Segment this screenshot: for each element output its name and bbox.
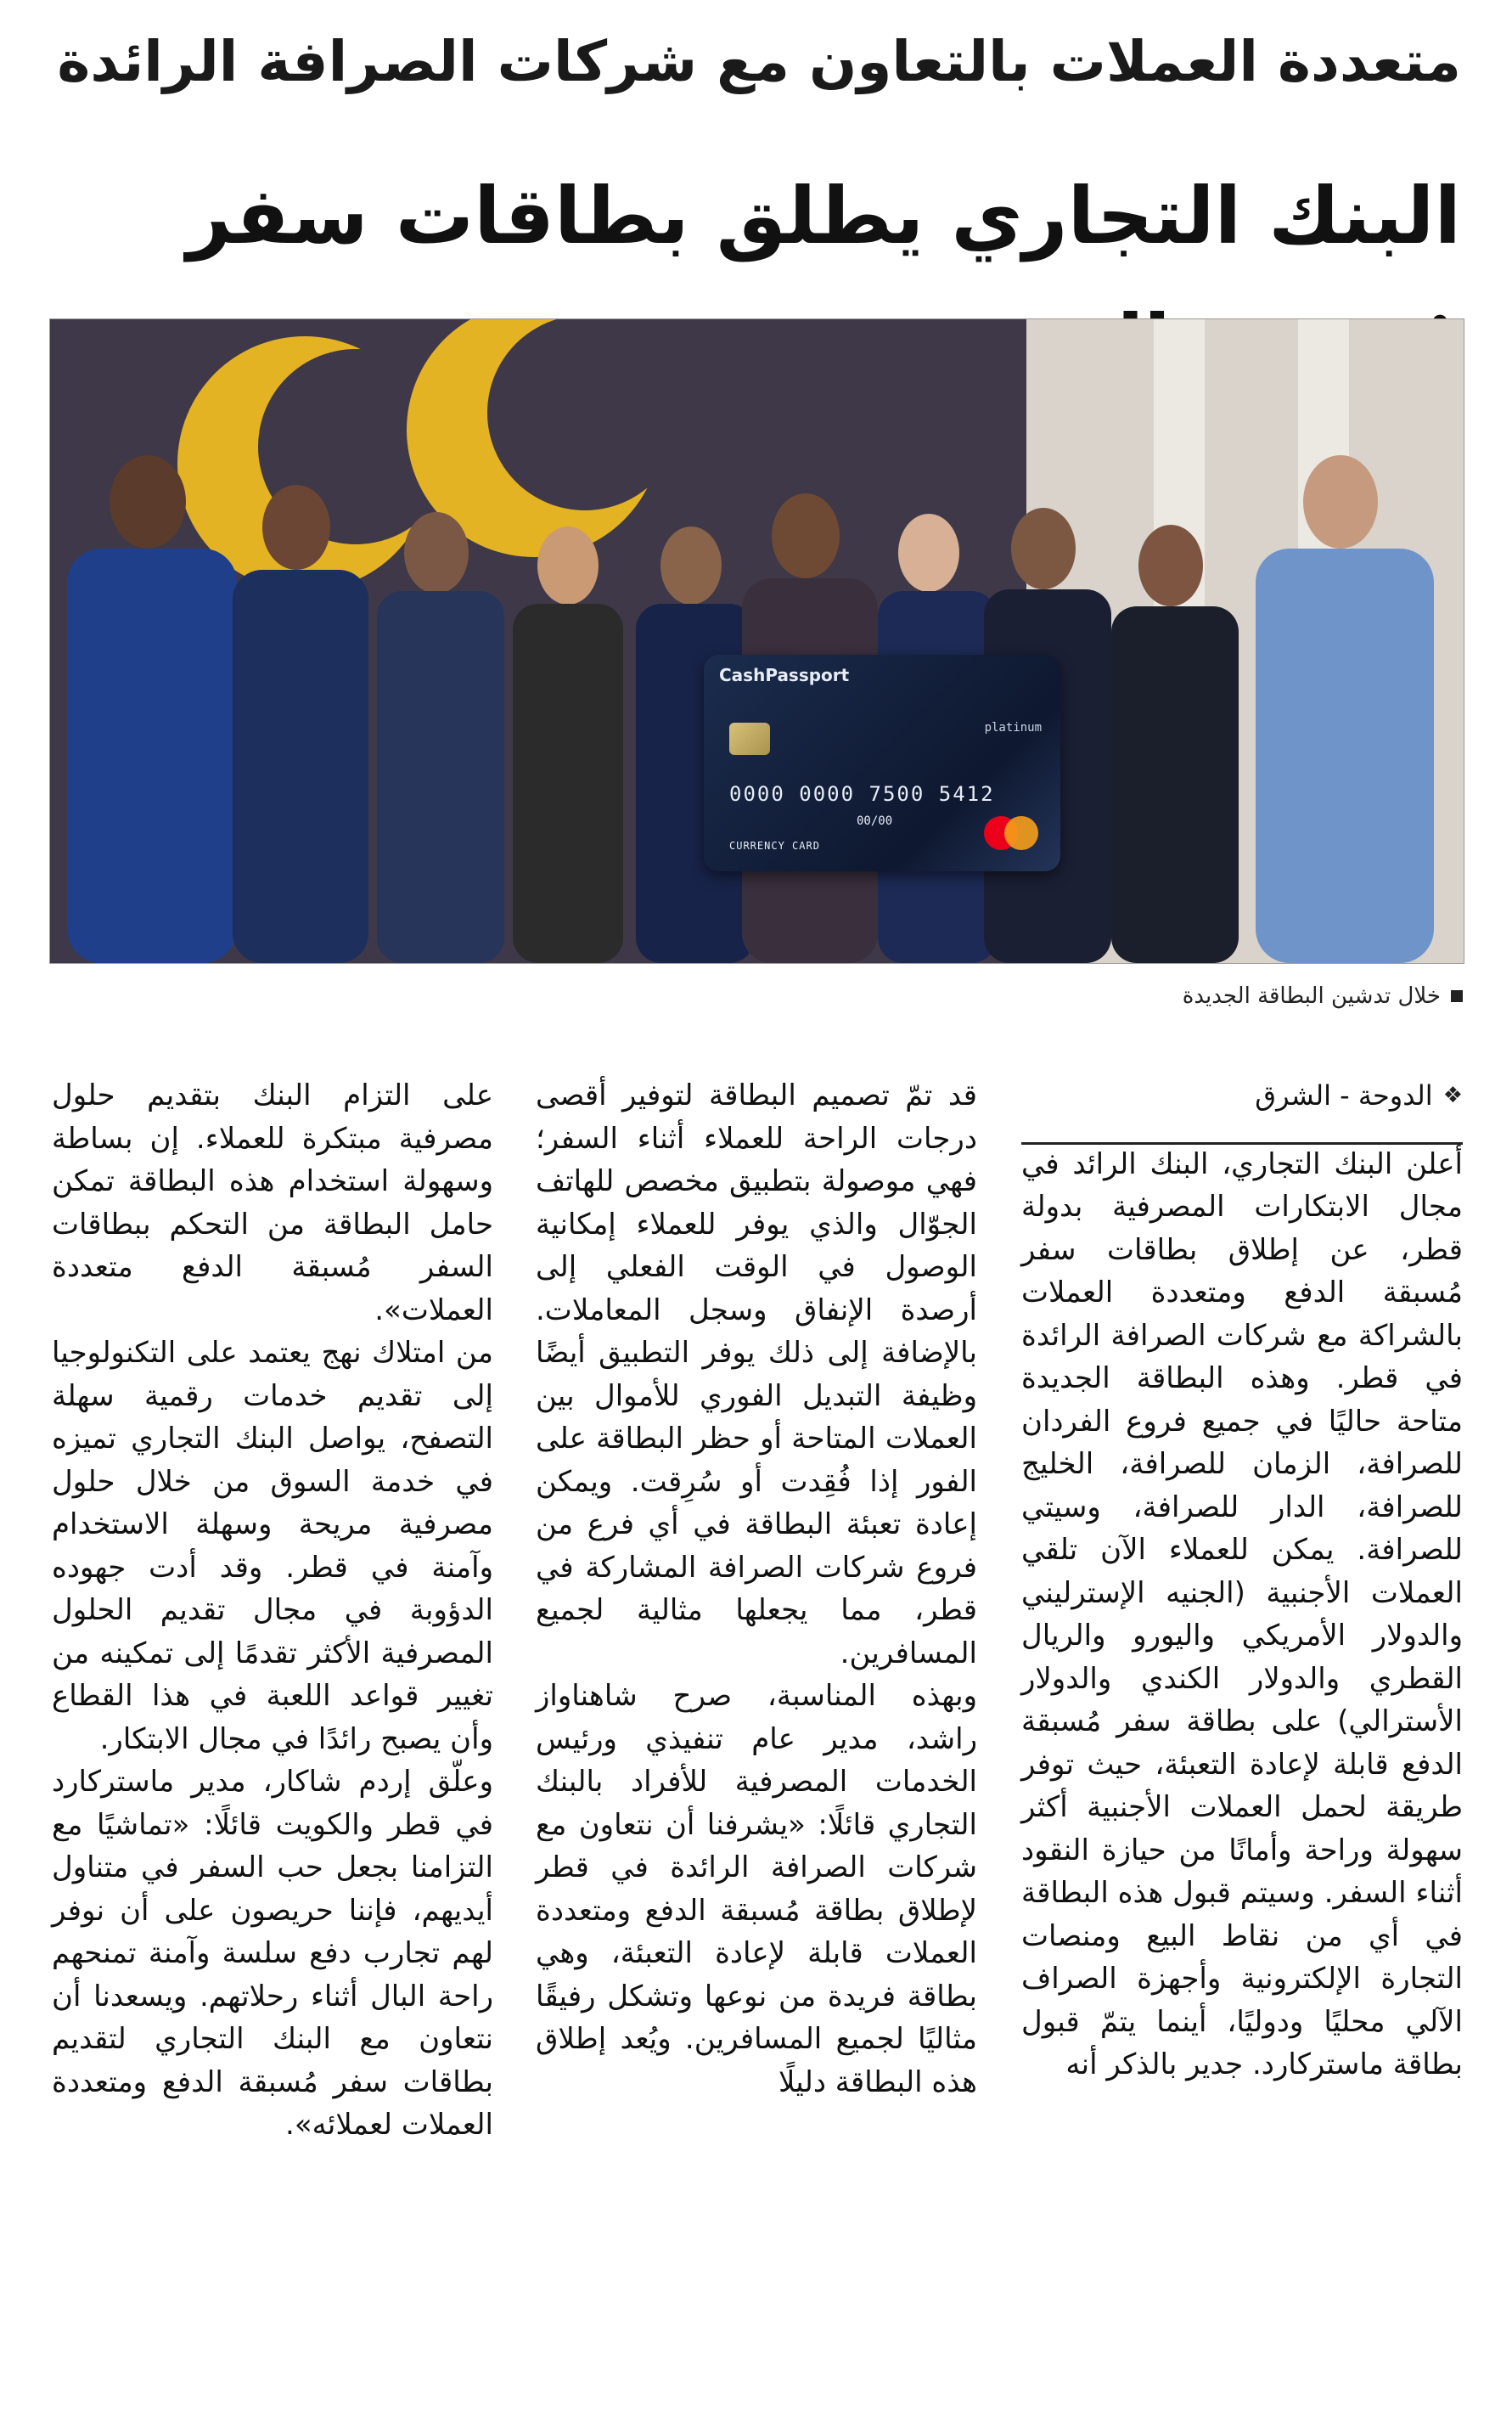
card-tier: platinum xyxy=(984,721,1042,735)
card-expiry: 00/00 xyxy=(857,814,893,828)
paragraph: وبهذه المناسبة، صرح شاهناواز راشد، مدير عام تنفيذي ورئيس الخدمات المصرفية للأفراد بالبنك التجاري قائلًا: «يشرفنا أن نتعاون مع شركات الصرافة الرائدة في قطر لإطلاق بطاقة مُسبقة الدفع ومتعددة العملات قابلة لإعادة التعبئة، وهي بطاقة فريدة من نوعها وتشكل رفيقًا مثاليًا لجميع المسافرين. ويُعد إطلاق هذه البطاقة دليلًا xyxy=(536,1679,977,2099)
byline xyxy=(1021,1074,1463,1118)
byline-text: الدوحة - الشرق xyxy=(1255,1079,1433,1112)
paragraph: على التزام البنك بتقديم حلول مصرفية مبتكرة للعملاء. إن بساطة وسهولة استخدام هذه البطاقة تمكن حامل البطاقة من التحكم ببطاقات السفر مُسبقة الدفع متعددة العملات». xyxy=(52,1079,493,1327)
column-left xyxy=(52,1074,493,2147)
card-type: CURRENCY CARD xyxy=(729,840,820,852)
card-brand: CashPassport xyxy=(719,665,850,685)
article-headline: البنك التجاري يطلق بطاقات سفر xyxy=(186,171,1461,262)
paragraph: من امتلاك نهج يعتمد على التكنولوجيا إلى تقديم خدمات رقمية سهلة التصفح، يواصل البنك التجاري تميزه في خدمة السوق من خلال حلول مصرفية مريحة وسهلة الاستخدام وآمنة في قطر. وقد أدت جهوده الدؤوبة في مجال تقديم الحلول المصرفية الأكثر تقدمًا إلى تمكينه من تغيير قواعد اللعبة في هذا القطاع وأن يصبح رائدًا في مجال الابتكار. xyxy=(52,1336,493,1756)
caption-text: خلال تدشين البطاقة الجديدة xyxy=(1182,983,1441,1009)
event-photo xyxy=(49,318,1464,964)
column-right xyxy=(1021,1074,1463,2087)
cashpassport-card xyxy=(704,655,1060,871)
paragraph: أعلن البنك التجاري، البنك الرائد في مجال الابتكارات المصرفية بدولة قطر، عن إطلاق بطاقات سفر مُسبقة الدفع ومتعددة العملات بالشراكة مع شركات الصرافة الرائدة في قطر. وهذه البطاقة الجديدة متاحة حاليًا في جميع فروع الفردان للصرافة، الزمان للصرافة، الخليج للصرافة، الدار للصرافة، وسيتي للصرافة. يمكن للعملاء الآن تلقي العملات الأجنبية (الجنيه الإسترليني والدولار الأمريكي واليورو والريال القطري والدولار الكندي والدولار الأسترالي) على بطاقة سفر مُسبقة الدفع قابلة لإعادة التعبئة، حيث توفر طريقة لحمل العملات الأجنبية أكثر سهولة وراحة وأمانًا من حيازة النقود أثناء السفر. وسيتم قبول هذه البطاقة في أي من نقاط البيع ومنصات التجارة الإلكترونية وأجهزة الصراف الآلي محليًا ودوليًا، أينما يتمّ قبول بطاقة ماستركارد. جدير بالذكر أنه xyxy=(1021,1146,1463,2081)
card-number: 5412 7500 0000 0000 xyxy=(729,782,995,806)
paragraph: قد تمّ تصميم البطاقة لتوفير أقصى درجات الراحة للعملاء أثناء السفر؛ فهي موصولة بتطبيق مخصص للهاتف الجوّال والذي يوفر للعملاء إمكانية الوصول في الوقت الفعلي إلى أرصدة الإنفاق وسجل المعاملات. بالإضافة إلى ذلك يوفر التطبيق أيضًا وظيفة التبديل الفوري للأموال بين العملات المتاحة أو حظر البطاقة على الفور إذا فُقِدت أو سُرِقت. ويمكن إعادة تعبئة البطاقة في أي فرع من فروع شركات الصرافة المشاركة في قطر، مما يجعلها مثالية لجميع المسافرين. xyxy=(536,1079,977,1670)
photo-caption xyxy=(1183,983,1463,1009)
column-middle xyxy=(536,1074,977,2104)
article-subtitle: متعددة العملات بالتعاون مع شركات الصرافة الرائدة xyxy=(57,29,1461,94)
diamond-bullet-icon: ❖ xyxy=(1442,1083,1463,1108)
caption-square-icon xyxy=(1451,990,1463,1002)
mastercard-logo-icon xyxy=(984,816,1038,850)
card-chip-icon xyxy=(729,723,770,755)
paragraph: وعلّق إردم شاكار، مدير ماستركارد في قطر والكويت قائلًا: «تماشيًا مع التزامنا بجعل حب السفر في متناول أيديهم، فإننا حريصون على أن نوفر لهم تجارب دفع سلسة وآمنة تمنحهم راحة البال أثناء رحلاتهم. ويسعدنا أن نتعاون مع البنك التجاري لتقديم بطاقات سفر مُسبقة الدفع ومتعددة العملات لعملائه». xyxy=(52,1765,493,2142)
